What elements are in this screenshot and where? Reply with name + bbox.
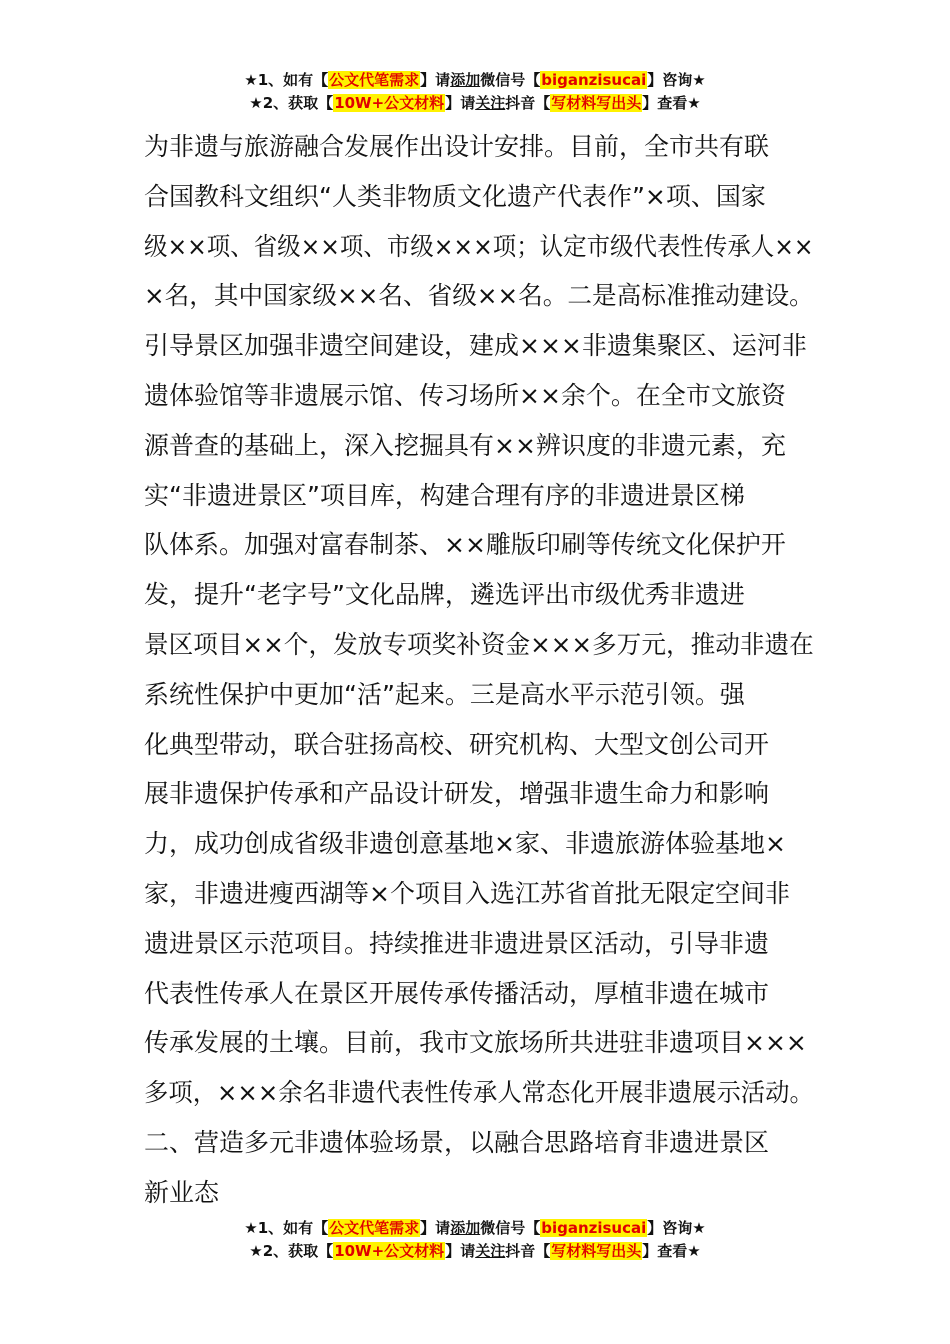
banner-text: 】咨询★ bbox=[647, 1219, 706, 1237]
body-line: 代表性传承人在景区开展传承传播活动，厚植非遗在城市 bbox=[144, 978, 770, 1008]
banner-text: 抖音【 bbox=[505, 1242, 551, 1260]
body-line: 新业态 bbox=[144, 1177, 220, 1207]
banner-highlight-wechat-id: biganzisucai bbox=[541, 1219, 647, 1237]
body-line: 多项，×××余名非遗代表性传承人常态化开展非遗展示活动。 bbox=[144, 1078, 814, 1108]
banner-line-2 bbox=[0, 1240, 950, 1263]
banner-text: 】请 bbox=[420, 71, 451, 89]
banner-highlight-douyin-account: 写材料写出头 bbox=[551, 1242, 642, 1260]
header-banner bbox=[0, 69, 950, 115]
body-line: 二、营造多元非遗体验场景，以融合思路培育非遗进景区 bbox=[144, 1127, 770, 1157]
body-line: 遗体验馆等非遗展示馆、传习场所××余个。在全市文旅资 bbox=[144, 380, 786, 410]
body-line: 实“非遗进景区”项目库，构建合理有序的非遗进景区梯 bbox=[144, 480, 745, 510]
body-line: 引导景区加强非遗空间建设，建成×××非遗集聚区、运河非 bbox=[144, 331, 807, 361]
banner-text: 抖音【 bbox=[505, 94, 551, 112]
banner-text: 】查看★ bbox=[642, 94, 701, 112]
body-line: 合国教科文组织“人类非物质文化遗产代表作”×项、国家 bbox=[144, 181, 766, 211]
banner-line-1 bbox=[0, 69, 950, 92]
body-line: 源普查的基础上，深入挖掘具有××辨识度的非遗元素，充 bbox=[144, 430, 786, 460]
body-line: 队体系。加强对富春制茶、××雕版印刷等传统文化保护开 bbox=[144, 530, 786, 560]
banner-highlight-materials: 10W+公文材料 bbox=[334, 1242, 445, 1260]
banner-text: 】咨询★ bbox=[647, 71, 706, 89]
body-line: 力，成功创成省级非遗创意基地×家、非遗旅游体验基地× bbox=[144, 829, 786, 859]
footer-banner bbox=[0, 1217, 950, 1263]
banner-text: 】请 bbox=[445, 1242, 476, 1260]
banner-underlined-add: 添加 bbox=[450, 1219, 481, 1237]
banner-highlight-douyin-account: 写材料写出头 bbox=[551, 94, 642, 112]
banner-underlined-add: 添加 bbox=[450, 71, 481, 89]
banner-text: 微信号【 bbox=[480, 1219, 541, 1237]
body-line: 展非遗保护传承和产品设计研发，增强非遗生命力和影响 bbox=[144, 779, 770, 809]
body-line: 为非遗与旅游融合发展作出设计安排。目前，全市共有联 bbox=[144, 132, 770, 161]
body-line: 遗进景区示范项目。持续推进非遗进景区活动，引导非遗 bbox=[144, 928, 770, 958]
body-line: 发，提升“老字号”文化品牌，遴选评出市级优秀非遗进 bbox=[144, 580, 745, 610]
banner-underlined-follow: 关注 bbox=[475, 94, 506, 112]
banner-text: ★2、获取【 bbox=[249, 1242, 334, 1260]
body-line: 级××项、省级××项、市级×××项；认定市级代表性传承人×× bbox=[144, 231, 814, 261]
banner-line-2 bbox=[0, 92, 950, 115]
banner-highlight-wechat-id: biganzisucai bbox=[541, 71, 647, 89]
body-line: 家，非遗进瘦西湖等×个项目入选江苏省首批无限定空间非 bbox=[144, 878, 790, 908]
banner-text: 】查看★ bbox=[642, 1242, 701, 1260]
banner-text: ★1、如有【 bbox=[244, 1219, 329, 1237]
banner-text: 微信号【 bbox=[480, 71, 541, 89]
banner-highlight-service: 公文代笔需求 bbox=[329, 1219, 420, 1237]
banner-underlined-follow: 关注 bbox=[475, 1242, 506, 1260]
body-line: 化典型带动，联合驻扬高校、研究机构、大型文创公司开 bbox=[144, 729, 770, 759]
body-line: 景区项目××个，发放专项奖补资金×××多万元，推动非遗在 bbox=[144, 629, 814, 659]
banner-highlight-materials: 10W+公文材料 bbox=[334, 94, 445, 112]
document-body bbox=[144, 122, 814, 1218]
banner-text: ★2、获取【 bbox=[249, 94, 334, 112]
banner-text: 】请 bbox=[420, 1219, 451, 1237]
banner-highlight-service: 公文代笔需求 bbox=[329, 71, 420, 89]
banner-text: ★1、如有【 bbox=[244, 71, 329, 89]
body-line: 系统性保护中更加“活”起来。三是高水平示范引领。强 bbox=[144, 679, 745, 709]
banner-text: 】请 bbox=[445, 94, 476, 112]
body-line: 传承发展的土壤。目前，我市文旅场所共进驻非遗项目××× bbox=[144, 1028, 807, 1058]
body-line: ×名，其中国家级××名、省级××名。二是高标准推动建设。 bbox=[144, 281, 814, 311]
banner-line-1 bbox=[0, 1217, 950, 1240]
